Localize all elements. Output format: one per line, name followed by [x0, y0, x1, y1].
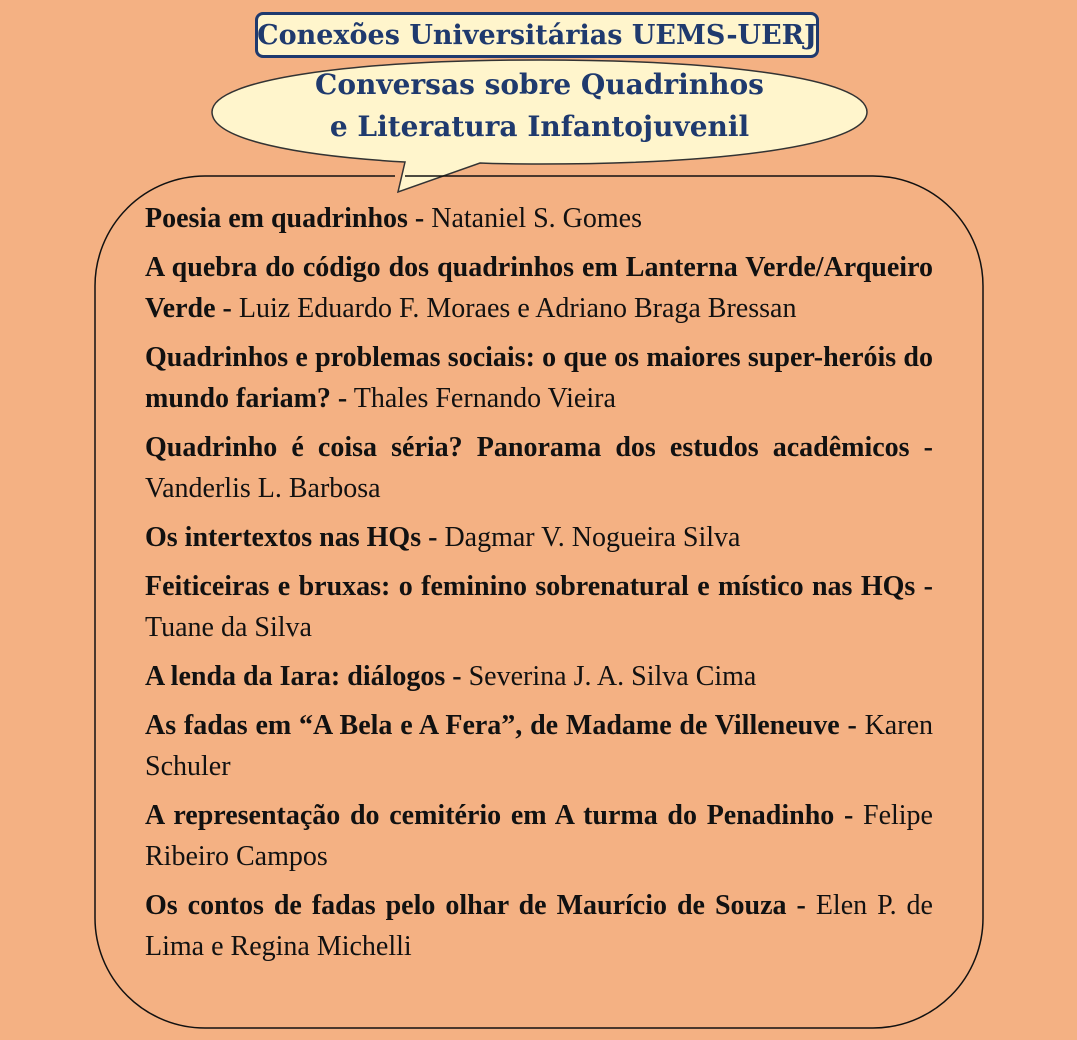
talk-authors: Severina J. A. Silva Cima — [461, 661, 757, 692]
talk-authors: Felipe Ribeiro Campos — [145, 800, 933, 872]
talk-item — [145, 795, 933, 877]
talk-title: Os intertextos nas HQs - — [145, 522, 438, 553]
talk-item — [145, 337, 933, 419]
talk-authors: Tuane da Silva — [145, 612, 312, 643]
talk-item — [145, 427, 933, 509]
program-title: Conexões Universitárias UEMS-UERJ — [255, 12, 819, 58]
talk-item — [145, 198, 933, 239]
talk-title: Quadrinho é coisa séria? Panorama dos estudos acadêmicos - — [145, 432, 933, 463]
talk-authors: Nataniel S. Gomes — [424, 203, 642, 234]
talk-item — [145, 566, 933, 648]
talk-item — [145, 247, 933, 329]
talk-title: A lenda da Iara: diálogos - — [145, 661, 462, 692]
talk-authors: Elen P. de Lima e Regina Michelli — [145, 890, 933, 962]
event-title-line-2: e Literatura Infantojuvenil — [329, 110, 750, 143]
talk-title: Feiticeiras e bruxas: o feminino sobrenatural e místico nas HQs - — [145, 571, 933, 602]
talk-authors: Dagmar V. Nogueira Silva — [437, 522, 741, 553]
talk-item — [145, 656, 933, 697]
talk-item — [145, 885, 933, 967]
talk-authors: Thales Fernando Vieira — [347, 383, 616, 414]
event-title-line-1: Conversas sobre Quadrinhos — [315, 68, 764, 101]
talk-title: Os contos de fadas pelo olhar de Maurício de Souza - — [145, 890, 806, 921]
talk-title: A quebra do código dos quadrinhos em Lanterna Verde/Arqueiro Verde - — [145, 252, 933, 324]
talk-authors: Luiz Eduardo F. Moraes e Adriano Braga Bressan — [231, 293, 797, 324]
talk-title: A representação do cemitério em A turma do Penadinho - — [145, 800, 854, 831]
talk-item — [145, 517, 933, 558]
talk-title: As fadas em “A Bela e A Fera”, de Madame de Villeneuve - — [145, 710, 857, 741]
talk-authors: Karen Schuler — [145, 710, 933, 782]
talk-item — [145, 705, 933, 787]
talk-title: Quadrinhos e problemas sociais: o que os maiores super-heróis do mundo fariam? - — [145, 342, 933, 414]
talk-list — [145, 198, 933, 975]
talk-authors: Vanderlis L. Barbosa — [145, 473, 381, 504]
talk-title: Poesia em quadrinhos - — [145, 203, 425, 234]
